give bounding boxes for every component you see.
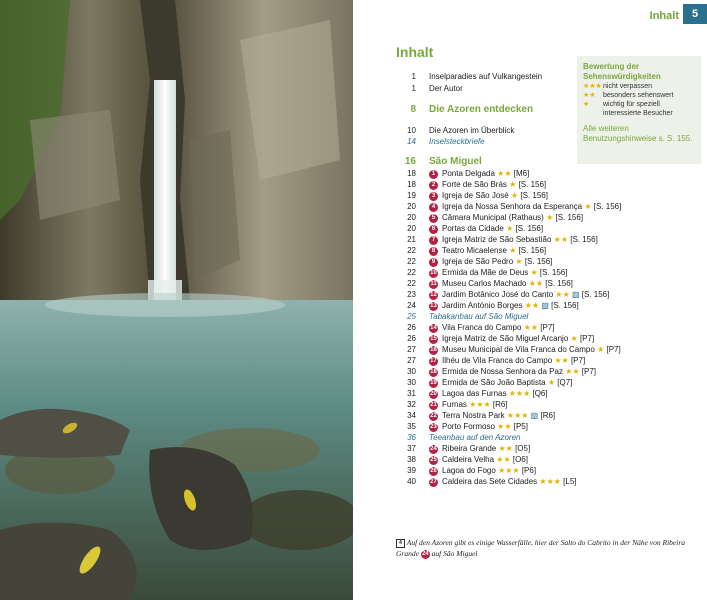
toc-entry-title [429,137,485,146]
legend-note: Alle weiteren Benutzungshinweise s. S. 155. [583,124,693,143]
toc-entry-title [429,312,528,321]
legend-item-label: besonders sehenswert [603,92,674,99]
star-rating-icon: ★★ [523,323,539,332]
toc-entry-title [442,257,552,266]
star-rating-icon: ★★ [553,235,568,244]
location-bullet: 20 [430,391,437,397]
map-grid-icon: ▨ [571,290,580,299]
toc-title-text: Vila Franca do Campo [442,323,522,332]
legend-item-label: wichtig für speziell interessierte Besucher [603,101,673,117]
toc-entry-title [429,433,520,442]
location-bullet: 12 [430,292,437,298]
toc-title-text: Caldeira Velha [442,455,495,464]
toc-entry-title [442,268,567,277]
map-reference: [S. 156] [593,202,622,211]
toc-page-number: 14 [407,137,416,146]
map-reference: [S. 156] [515,224,544,233]
toc-page-number: 18 [407,169,416,178]
toc-page-number: 37 [407,444,416,453]
star-rating-icon: ★★ [496,455,511,464]
photo-caption [396,537,696,559]
toc-title-text: Ermida de Nossa Senhora da Paz [442,367,563,376]
toc-entry-title [442,180,546,189]
toc-entry-title [442,290,609,299]
toc-title-text: Igreja Matriz de São Miguel Arcanjo [442,334,569,343]
toc-title-text: Museu Municipal de Vila Franca do Campo [442,345,595,354]
star-rating-icon: ★★ [555,290,570,299]
map-reference: [L5] [563,477,577,486]
star-rating-icon: ★ [546,213,554,222]
location-bullet: 14 [430,325,437,331]
map-reference: [S. 156] [518,180,547,189]
toc-page-number: 35 [407,422,416,431]
toc-page-number: 39 [407,466,416,475]
star-rating-icon: ★★★ [508,389,531,398]
map-reference: [P5] [513,422,528,431]
toc-page-number: 18 [407,180,416,189]
toc-page-number: 38 [407,455,416,464]
toc-title-text: Tabakanbau auf São Miguel [429,312,529,321]
toc-page-number: 16 [404,156,416,167]
toc-title-text: Teatro Micaelense [442,246,507,255]
toc-page-number: 19 [407,191,416,200]
toc-page-number: 31 [407,389,416,398]
toc-entry-title [429,156,482,167]
toc-entry-title [442,411,555,420]
toc-title-text: Terra Nostra Park [442,411,505,420]
star-rating-icon: ★★ [524,301,540,310]
location-bullet: 24 [430,446,437,452]
toc-entry-title [442,213,583,222]
toc-page-number: 1 [411,84,416,93]
map-grid-icon: ▨ [530,411,539,420]
toc-page-number: 25 [407,312,416,321]
toc-page-number: 36 [407,433,416,442]
toc-title-text: Caldeira das Sete Cidades [442,477,538,486]
map-reference: [S. 156] [551,301,579,310]
star-rating-icon: ★★ [554,356,569,365]
star-rating-icon: ★★ [497,422,512,431]
location-bullet: 1 [429,170,438,179]
location-bullet: 2 [429,181,438,190]
toc-title-text: Jardim Botânico José do Canto [442,290,554,299]
location-bullet: 25 [430,457,437,463]
star-rating-icon: ★ [509,246,517,255]
toc-title-text: Portas da Cidade [442,224,504,233]
toc-entry-title [442,477,577,486]
toc-title-text: Câmara Municipal (Rathaus) [442,213,544,222]
waterfall-photo [0,0,353,600]
map-reference: [R6] [492,400,508,409]
star-rating-icon: ★ [570,334,578,343]
toc-title-text: Ilhéu de Vila Franca do Campo [442,356,553,365]
toc-page-number: 27 [407,345,416,354]
map-reference: [M6] [513,169,530,178]
location-bullet: 23 [430,424,437,430]
toc-page-number: 1 [411,72,416,81]
star-rating-icon: ★★★ [469,400,491,409]
star-rating-icon: ★★ [498,444,513,453]
toc-entry-title [442,202,621,211]
star-icon: ★★ [583,92,596,99]
toc-page-number: 30 [407,367,416,376]
toc-entry-title [442,323,555,332]
toc-entry-title [442,367,596,376]
star-rating-icon: ★★★ [506,411,529,420]
location-bullet: 16 [430,347,437,353]
map-reference: [S. 156] [555,213,584,222]
toc-page-number: 27 [407,356,416,365]
toc-entry-title [442,400,508,409]
toc-entry-title [442,224,543,233]
location-bullet: 11 [430,281,437,287]
toc-title-text: Igreja de São Pedro [442,257,514,266]
toc-title-text: Der Autor [429,84,463,93]
location-bullet: 4 [429,203,438,212]
toc-title-text: Ermida da Mãe de Deus [442,268,529,277]
toc-page-number: 34 [407,411,416,420]
location-bullet: 21 [430,402,437,408]
star-rating-icon: ★★ [528,279,544,288]
toc-page-number: 23 [407,290,416,299]
location-bullet: 10 [430,270,437,276]
toc-entry-title [442,235,598,244]
caption-location-bullet: 24 [421,550,429,557]
toc-title-text: Forte de São Brás [442,180,507,189]
toc-entry-title [442,455,528,464]
legend-item [583,82,695,91]
map-reference: [R6] [540,411,556,420]
star-rating-icon: ★ [515,257,523,266]
toc-entry-title [429,72,542,81]
map-reference: [S. 156] [539,268,568,277]
location-bullet: 27 [430,479,437,485]
map-reference: [Q7] [557,378,573,387]
map-reference: [P7] [570,356,586,365]
page-number-tab: 5 [683,4,707,24]
rating-legend [577,56,701,164]
toc-title-text: Inselsteckbriefe [429,137,485,146]
toc-title-text: Igreja Matriz de São Sebastião [442,235,552,244]
toc-page-number: 22 [407,257,416,266]
toc-entry-title [442,389,548,398]
toc-page-number: 22 [407,246,416,255]
toc-entry-title [442,301,579,310]
location-bullet: 13 [430,303,437,309]
location-bullet: 3 [429,192,438,201]
location-bullet: 6 [429,225,438,234]
location-bullet: 19 [430,380,437,386]
star-rating-icon: ★★ [497,169,512,178]
toc-title-text: Die Azoren im Überblick [429,126,515,135]
photo-number-box: 4 [396,539,405,548]
location-bullet: 18 [430,369,437,375]
toc-title-text: Igreja de São José [442,191,509,200]
legend-item-label: nicht verpassen [603,83,653,90]
star-icon: ★★★ [583,83,602,90]
toc-entry-title [429,104,533,115]
toc-page-number: 22 [407,268,416,277]
toc-entry-title [442,356,585,365]
location-bullet: 8 [429,247,438,256]
star-rating-icon: ★ [530,268,538,277]
map-reference: [P7] [581,367,597,376]
star-rating-icon: ★ [510,191,519,200]
map-reference: [P7] [540,323,555,332]
location-bullet: 17 [430,358,437,364]
map-reference: [S. 156] [570,235,598,244]
toc-entry-title [442,466,536,475]
star-rating-icon: ★ [509,180,517,189]
location-bullet: 5 [429,214,438,223]
toc-title-text: Jardim António Borges [442,301,523,310]
toc-page-number: 21 [407,235,416,244]
toc-entry-title [442,334,594,343]
toc-title-text: Lagoa das Furnas [442,389,507,398]
running-header: Inhalt [649,10,679,22]
toc-entry-title [429,84,463,93]
toc-title-text: Igreja da Nossa Senhora da Esperança [442,202,583,211]
toc-page-number: 32 [407,400,416,409]
toc-title-text: Ribeira Grande [442,444,497,453]
toc-entry-title [429,126,514,135]
toc-title-text: São Miguel [429,156,482,167]
toc-page-number: 30 [407,378,416,387]
toc-page-number: 10 [407,126,416,135]
toc-entry-title [442,345,621,354]
toc-title-text: Ermida de São João Baptista [442,378,546,387]
map-reference: [P7] [579,334,595,343]
star-rating-icon: ★★★ [498,466,520,475]
legend-item [583,100,695,118]
toc-title-text: Die Azoren entdecken [429,104,534,115]
caption-text: Auf den Azoren gibt es einige Wasserfälle, hier der Salto do Cabrito in der Nähe von Ribeira Grande [396,538,685,558]
location-bullet: 22 [430,413,437,419]
legend-item [583,91,695,100]
map-reference: [S. 156] [520,191,548,200]
toc-entry-title [442,444,530,453]
location-bullet: 7 [429,236,438,245]
map-reference: [S. 156] [524,257,553,266]
map-reference: [P6] [521,466,537,475]
star-icon: ★ [583,101,590,108]
toc-title-text: Furnas [442,400,467,409]
toc-page-number: 24 [407,301,416,310]
star-rating-icon: ★★ [565,367,580,376]
toc-entry-title [442,422,528,431]
toc-page-number: 20 [407,224,416,233]
map-reference: [S. 156] [581,290,610,299]
map-reference: [O6] [512,455,528,464]
toc-entry-title [442,246,546,255]
toc-entry-title [442,169,529,178]
map-reference: [S. 156] [518,246,547,255]
toc-page-number: 20 [407,202,416,211]
toc-title-text: Lagoa do Fogo [442,466,496,475]
toc-page [353,0,707,600]
location-bullet: 9 [429,258,438,267]
toc-entry-title [442,378,572,387]
toc-title-text: Inselparadies auf Vulkangestein [429,72,543,81]
map-grid-icon: ▨ [541,301,549,310]
star-rating-icon: ★ [597,345,605,354]
toc-page-number: 22 [407,279,416,288]
toc-page-number: 26 [407,334,416,343]
toc-page-number: 20 [407,213,416,222]
location-bullet: 26 [430,468,437,474]
toc-page-number: 26 [407,323,416,332]
toc-title-text: Museu Carlos Machado [442,279,527,288]
toc-page-number: 40 [407,477,416,486]
map-reference: [O5] [515,444,531,453]
caption-text-end: auf São Miguel [431,549,478,558]
toc-entry-title [442,279,573,288]
map-reference: [P7] [606,345,621,354]
map-reference: [S. 156] [545,279,573,288]
toc-title-text: Ponta Delgada [442,169,495,178]
legend-title: Bewertung der Sehenswürdigkeiten [583,62,661,81]
toc-entry-title [442,191,548,200]
toc-title-text: Teeanbau auf den Azoren [429,433,521,442]
location-bullet: 15 [430,336,437,342]
toc-title-text: Porto Formoso [442,422,495,431]
star-rating-icon: ★★★ [539,477,561,486]
star-rating-icon: ★ [547,378,556,387]
map-reference: [Q6] [532,389,548,398]
star-rating-icon: ★ [584,202,592,211]
star-rating-icon: ★ [506,224,514,233]
toc-title: Inhalt [396,44,434,60]
toc-page-number: 8 [410,104,416,115]
